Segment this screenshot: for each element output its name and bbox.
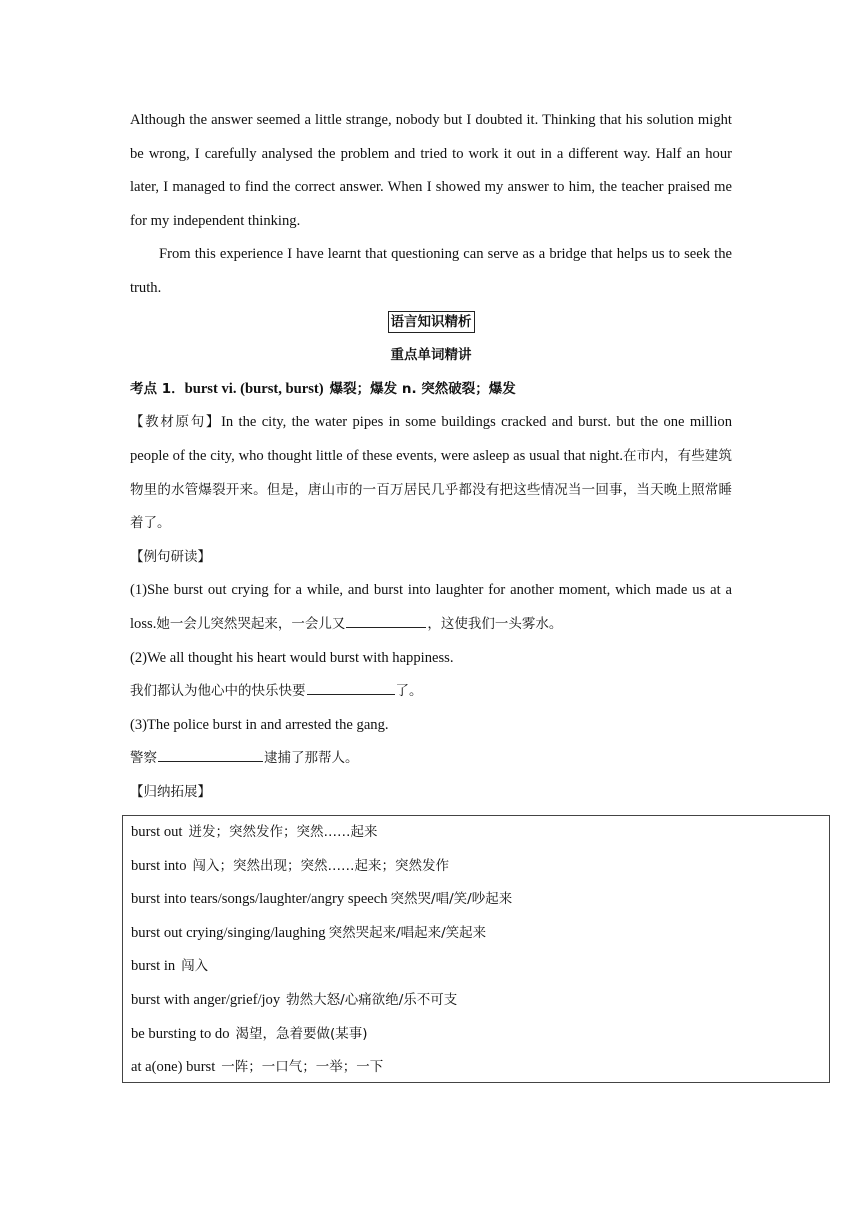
examples-label: 【例句研读】 (130, 548, 211, 565)
section-title-row (130, 306, 732, 340)
phrase-english: at a(one) burst (131, 1059, 216, 1076)
phrase-chinese: 一阵；一口气；一举；一下 (221, 1059, 384, 1076)
textbook-chinese: 在市内，有些建筑物里的水管爆裂开来。但是，唐山市的一百万居民几乎都没有把这些情况当一回事，当天晚上照常睡着了。 (130, 447, 733, 532)
passage-paragraph-2: From this experience I have learnt that questioning can serve as a bridge that helps us to seek the truth. (130, 246, 732, 296)
example-2-chinese-before: 我们都认为他心中的快乐快要 (130, 683, 306, 700)
phrase-chinese: 闯入；突然出现；突然……起来；突然发作 (192, 857, 450, 874)
summary-box (122, 815, 830, 1083)
example-2-chinese-after: 了。 (395, 683, 423, 700)
section-title: 语言知识精析 (388, 311, 475, 333)
phrase-chinese: 勃然大怒/心痛欲绝/乐不可支 (286, 991, 458, 1008)
phrase-english: burst with anger/grief/joy (131, 991, 281, 1008)
example-2-english: (2)We all thought his heart would burst with happiness. (130, 649, 454, 666)
textbook-label: 【教材原句】 (130, 414, 222, 431)
example-2-chinese (130, 675, 732, 709)
summary-item (131, 950, 821, 984)
point-heading (130, 373, 732, 407)
summary-label: 【归纳拓展】 (130, 783, 211, 800)
phrase-chinese: 突然哭起来/唱起来/笑起来 (328, 924, 487, 941)
summary-item (131, 816, 821, 850)
answer-blank-2[interactable] (307, 676, 395, 695)
summary-item (131, 984, 821, 1018)
example-1-chinese-before: 她一会儿突然哭起来，一会儿又 (156, 615, 346, 632)
summary-item (131, 883, 821, 917)
passage-paragraph-1: Although the answer seemed a little strange, nobody but I doubted it. Thinking that his solution might be wrong, I carefully analysed the problem and tried to work it out in a different way. Half an hour later, I managed to find the correct answer. When I showed my answer to him, the teacher praised me for my independent thinking. (130, 112, 732, 229)
textbook-english: In the city, the water pipes in some buildings cracked and burst. but the one million people of the city, who thought little of these events, were asleep as usual that night. (130, 414, 733, 464)
phrase-english: be bursting to do (131, 1025, 230, 1042)
example-1-chinese-after: ，这使我们一头雾水。 (427, 615, 563, 632)
point-word: burst vi. (burst, burst) (184, 380, 324, 397)
phrase-english: burst in (131, 958, 176, 975)
phrase-chinese: 突然哭/唱/笑/吵起来 (390, 891, 513, 908)
phrase-chinese: 渴望，急着要做(某事) (235, 1025, 368, 1042)
phrase-english: burst into (131, 857, 187, 874)
summary-item (131, 850, 821, 884)
summary-item (131, 1051, 821, 1085)
document-body (130, 104, 732, 809)
example-3-english: (3)The police burst in and arrested the gang. (130, 716, 389, 733)
section-subtitle: 重点单词精讲 (390, 347, 472, 364)
phrase-english: burst into tears/songs/laughter/angry speech (131, 891, 388, 908)
example-1-english: (1)She burst out crying for a while, and burst into laughter for another moment, which made us at a loss. (130, 582, 732, 632)
point-number: 考点 1． (130, 380, 185, 397)
phrase-chinese: 迸发；突然发作；突然……起来 (188, 824, 378, 840)
example-1 (130, 574, 732, 641)
example-3-chinese-before: 警察 (130, 750, 157, 767)
answer-blank-1[interactable] (346, 609, 426, 628)
example-3-chinese-after: 逮捕了那帮人。 (264, 750, 359, 767)
answer-blank-3[interactable] (158, 743, 263, 762)
phrase-chinese: 闯入 (181, 958, 209, 975)
phrase-english: burst out (131, 824, 183, 840)
summary-item (131, 1018, 821, 1052)
point-meaning: 爆裂；爆发 n. 突然破裂；爆发 (329, 380, 516, 397)
example-3-chinese (130, 742, 732, 776)
textbook-sentence (130, 406, 732, 540)
phrase-english: burst out crying/singing/laughing (131, 924, 326, 941)
summary-item (131, 917, 821, 951)
